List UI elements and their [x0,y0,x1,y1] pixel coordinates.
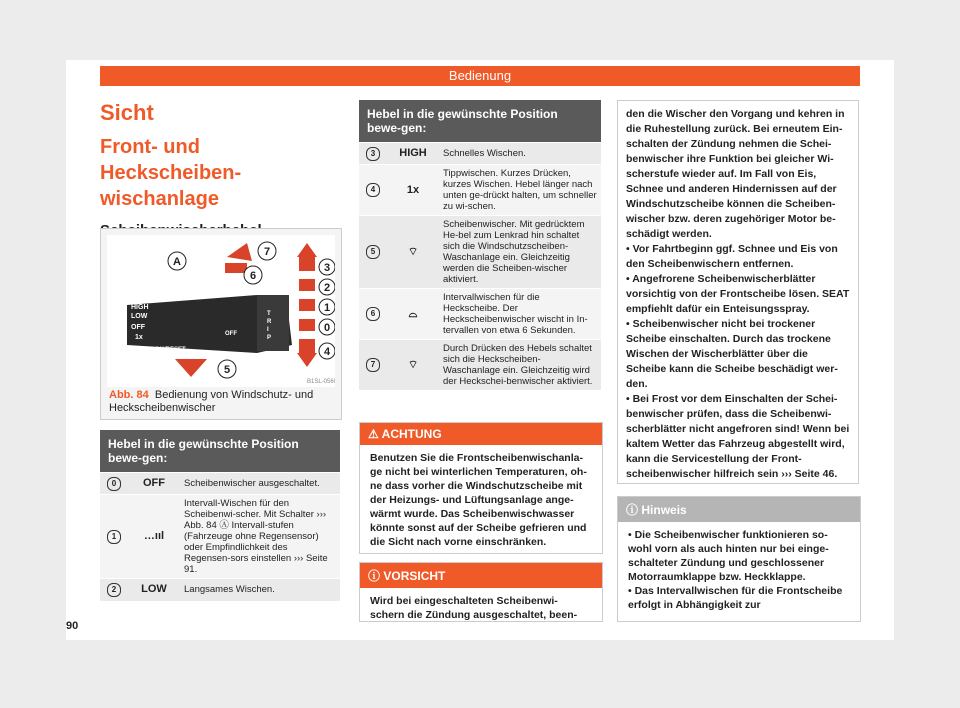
right-bullet: • Angefrorene Scheibenwischerblätter vorsichtig von der Frontscheibe lösen. SEAT empfiehlt dafür ein Enteisungsspray. [626,273,850,315]
warning-icon: ⚠ [368,427,379,441]
row-number: 6 [366,307,380,321]
svg-text:R: R [267,319,272,325]
row-number: 7 [366,358,380,372]
arrow-5 [175,359,207,377]
hinweis-bullet: • Das Intervallwischen für die Frontscheibe erfolgt in Abhängigkeit zur [628,585,843,611]
row-text: Schnelles Wischen. [439,143,601,165]
row-text: Scheibenwischer ausgeschaltet. [180,473,340,495]
achtung-title: ACHTUNG [381,427,442,441]
svg-text:T: T [267,311,271,317]
left-column [100,100,340,244]
hinweis-title: Hinweis [641,503,687,517]
figure-caption-text: Bedienung von Windschutz- und Heckscheibenwischer [109,389,314,414]
row-number: 2 [107,583,121,597]
table-row [359,340,601,391]
caution-icon: ⓘ [368,569,381,583]
label-4: 4 [323,346,331,358]
table-row [100,495,340,579]
row-symbol: LOW [128,579,180,601]
label-0: 0 [323,322,331,334]
table-row [359,289,601,340]
lever-high: HIGH [131,304,149,311]
label-3: 3 [323,262,331,274]
row-symbol: ⌔ [387,216,439,289]
table-2 [359,100,601,390]
right-paragraph: den die Wischer den Vorgang und kehren in die Ruhestellung zurück. Bei erneutem Ein-schalten der Zündung nehmen die Schei-benwischer ihre Funktion bei gleicher Wi-scherstufe wieder auf. Im Fall von Eis, Schnee und anderen Hindernissen auf der Windschutzscheibe können die Scheiben-wischer bzw. deren zugehöriger Motor be-schädigt werden. [626,108,845,240]
label-2: 2 [323,282,331,294]
label-6: 6 [249,270,257,282]
lever-okreset: OK/RESET [155,347,186,353]
label-7: 7 [263,246,271,258]
row-text: Intervallwischen für die Heckscheibe. Der Heckscheibenwischer wischt in In-tervallen von etwa 6 Sekunden. [439,289,601,340]
row-number: 1 [107,530,121,544]
row-number: 3 [366,147,380,161]
row-text: Scheibenwischer. Mit gedrücktem He-bel zum Lenkrad hin schaltet sich die Windschutzscheiben-Waschanlage ein. Gleichzeitig werden die Scheiben-wischer aktiviert. [439,216,601,289]
hinweis-bullet: • Die Scheibenwischer funktionieren so-wohl vorn als auch hinten nur bei einge-schalteter Zündung und geschlossener Motorraumklappe bzw. Heckklappe. [628,529,829,583]
info-icon: ⓘ [626,503,639,517]
right-text-box [617,100,859,484]
row-number: 0 [107,477,121,491]
figure-caption [109,389,337,415]
page-header: Bedienung [100,66,860,86]
button-1 [299,299,315,311]
figure-84 [100,228,342,420]
wiper-lever-illustration [107,235,335,387]
row-symbol: OFF [128,473,180,495]
right-bullet: • Vor Fahrtbeginn ggf. Schnee und Eis von den Scheibenwischern entfernen. [626,243,838,270]
figure-code: B1SL-0560 [307,379,335,385]
row-symbol: ⌓ [387,289,439,340]
row-symbol: …ııl [128,495,180,579]
achtung-box [359,422,603,554]
button-0 [299,319,315,331]
table-row [100,473,340,495]
row-text: Tippwischen. Kurzes Drücken, kurzes Wischen. Hebel länger nach unten ge-drückt halten, um schneller zu wi-schen. [439,165,601,216]
row-symbol: 1x [387,165,439,216]
row-symbol: ⌔ [387,340,439,391]
subsection-title-line1: Front- und Heckscheiben- [100,136,242,184]
lever-1x: 1x [135,334,143,341]
lever-low: LOW [131,313,148,320]
lever-off: OFF [131,324,145,331]
svg-text:P: P [267,335,272,341]
row-text: Durch Drücken des Hebels schaltet sich die Heckscheiben-Waschanlage ein. Gleichzeitig wird der Heckschei-benwischer aktiviert. [439,340,601,391]
button-6 [225,263,247,273]
table-row [100,579,340,601]
button-4 [299,339,315,353]
page-number: 90 [66,620,79,632]
row-number: 5 [366,245,380,259]
table-1-header: Hebel in die gewünschte Position bewe-gen: [100,430,340,472]
vorsicht-box [359,562,603,622]
label-1: 1 [323,302,331,314]
achtung-text: Benutzen Sie die Frontscheibenwischanla-ge nicht bei winterlichen Temperaturen, oh-ne dass vorher die Windschutzscheibe mit der Heizungs- und Lüftungsanlage ange-wärmt wurde. Das Scheibenwischwasser könnte sonst auf der Scheibe gefrieren und die Sicht nach vorne einschränken. [370,452,587,548]
label-A: A [173,256,181,268]
row-text: Intervall-Wischen für den Scheibenwi-scher. Mit Schalter ››› Abb. 84 Ⓐ Intervall-stufen (Fahrzeuge ohne Regensensor) oder Empfindlichkeit des Regensen-sors einstellen ››› Seite 91. [180,495,340,579]
right-bullet: • Scheibenwischer nicht bei trockener Scheibe einschalten. Durch das trockene Wischen der Wischerblätter über die Scheibe kann die Scheibe beschädigt wer-den. [626,318,838,390]
arrow-7 [227,243,252,261]
section-title: Sicht [100,100,154,125]
row-number: 4 [366,183,380,197]
svg-text:I: I [267,327,269,333]
lever-off2: OFF [225,331,237,337]
hinweis-box [617,496,861,622]
table-1 [100,430,340,601]
subsection-title-line2: wischanlage [100,188,219,210]
table-row [359,143,601,165]
label-5: 5 [223,364,231,376]
row-symbol: HIGH [387,143,439,165]
figure-ref: Abb. 84 [109,389,149,401]
vorsicht-text: Wird bei eingeschalteten Scheibenwi-schern die Zündung ausgeschaltet, been- [370,595,578,621]
right-bullet: • Bei Frost vor dem Einschalten der Schei-benwischer prüfen, dass die Scheibenwi-scherblätter nicht angefroren sind! Wenn bei kaltem Wetter das Fahrzeug abgestellt wird, kann die Servicestellung der Front-scheibenwischer hilfreich sein ››› Seite 46. [626,393,850,480]
button-2 [299,279,315,291]
row-text: Langsames Wischen. [180,579,340,601]
table-2-header: Hebel in die gewünschte Position bewe-gen: [359,100,601,142]
vorsicht-title: VORSICHT [383,569,446,583]
table-row [359,165,601,216]
arrow-3 [297,243,317,257]
table-row [359,216,601,289]
